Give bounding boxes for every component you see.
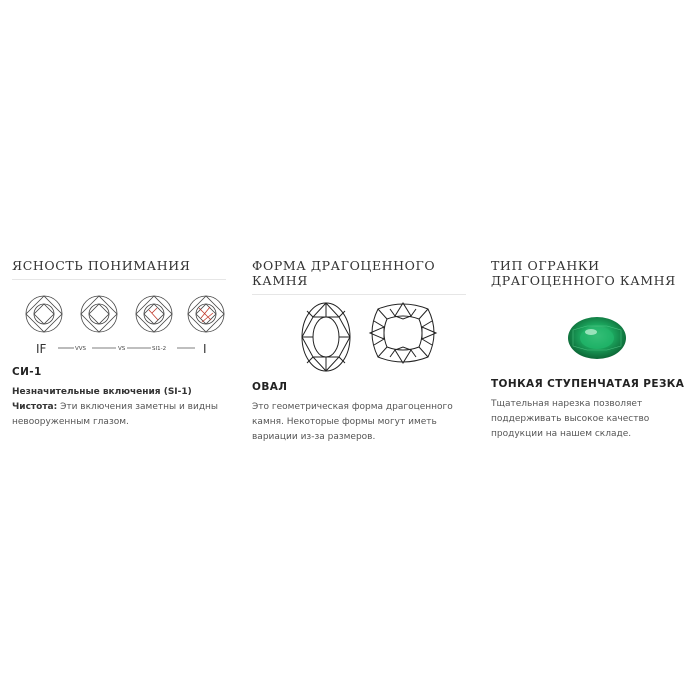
inclusion-mark-si	[149, 308, 158, 320]
clarity-desc-text: Эти включения заметны и видны невооруженным глазом.	[12, 402, 219, 427]
scale-label-si: SI1-2	[152, 346, 167, 352]
diamond-if-icon	[26, 296, 62, 332]
shape-name: ОВАЛ	[252, 381, 288, 393]
diamond-i-icon	[188, 296, 224, 332]
cut-name: ТОНКАЯ СТУПЕНЧАТАЯ РЕЗКА	[491, 378, 685, 390]
clarity-section	[12, 258, 226, 430]
shape-figure	[252, 295, 466, 381]
cut-section	[491, 258, 696, 442]
shape-diagram	[252, 295, 466, 381]
clarity-desc-bold: Незначительные включения (SI-1) Чистота:	[12, 387, 192, 412]
cushion-gem-icon	[370, 303, 436, 363]
clarity-grade: СИ-1	[12, 366, 42, 378]
oval-gem-icon	[302, 303, 350, 371]
scale-label-if: IF	[36, 342, 47, 356]
shape-title: ФОРМА ДРАГОЦЕННОГО КАМНЯ	[252, 258, 436, 288]
shape-section	[252, 258, 466, 445]
cut-description: Тщательная нарезка позволяет поддерживать высокое качество продукции на нашем складе.	[491, 399, 650, 439]
cut-title: ТИП ОГРАНКИ ДРАГОЦЕННОГО КАМНЯ	[491, 258, 676, 288]
diamond-vvs-icon	[81, 296, 117, 332]
clarity-title: ЯСНОСТЬ ПОНИМАНИЯ	[12, 258, 191, 273]
clarity-figure	[12, 280, 226, 366]
scale-label-i: I	[203, 342, 207, 356]
emerald-gem-image	[491, 288, 696, 378]
clarity-scale-diagram	[12, 280, 226, 366]
clarity-description	[12, 385, 226, 430]
diamond-si-icon	[136, 296, 172, 332]
shape-description: Это геометрическая форма драгоценного камня. Некоторые формы могут иметь вариации из-за размеров.	[252, 402, 453, 442]
scale-label-vvs: VVS	[75, 346, 87, 352]
cut-figure	[491, 288, 696, 378]
scale-label-vs: VS	[118, 346, 126, 352]
